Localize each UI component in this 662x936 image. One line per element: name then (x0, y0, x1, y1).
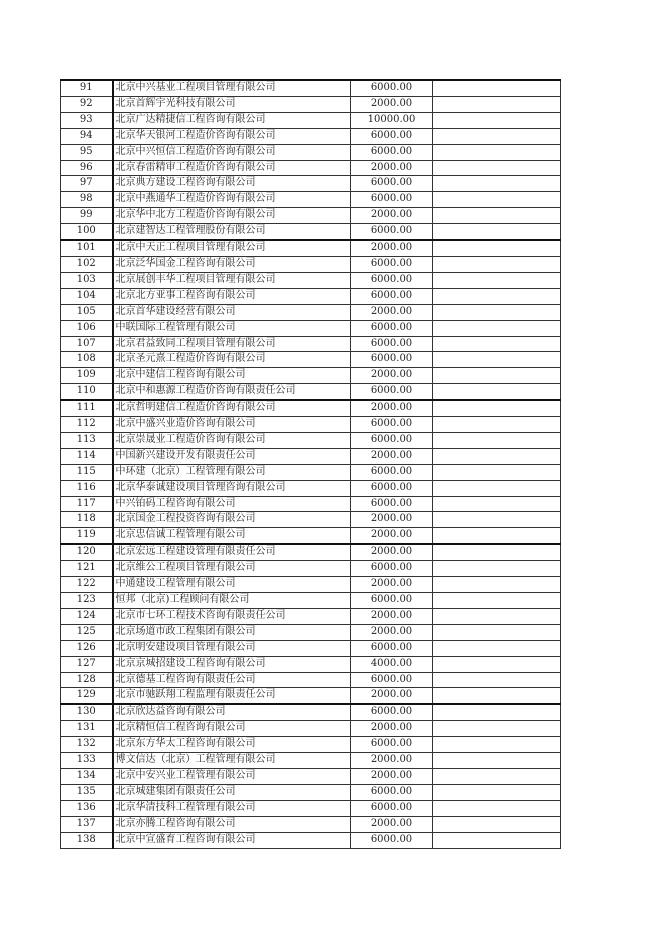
row-number-cell: 123 (61, 593, 113, 609)
table-row (61, 656, 561, 672)
row-number-cell: 131 (61, 721, 113, 737)
company-name-cell: 北京精恒信工程咨询有限公司 (113, 721, 351, 737)
row-number-cell: 115 (61, 464, 113, 480)
amount-cell: 6000.00 (351, 128, 433, 144)
row-number-cell: 98 (61, 192, 113, 208)
remark-cell (433, 753, 561, 769)
remark-cell (433, 512, 561, 528)
remark-cell (433, 816, 561, 832)
remark-cell (433, 656, 561, 672)
table-row (61, 688, 561, 704)
table-row (61, 608, 561, 624)
remark-cell (433, 768, 561, 784)
remark-cell (433, 448, 561, 464)
amount-cell: 6000.00 (351, 192, 433, 208)
company-name-cell: 北京泛华国金工程咨询有限公司 (113, 256, 351, 272)
company-name-cell: 北京展创丰华工程项目管理有限公司 (113, 272, 351, 288)
row-number-cell: 97 (61, 176, 113, 192)
company-name-cell: 北京君益致同工程项目管理有限公司 (113, 336, 351, 352)
company-name-cell: 北京亦腾工程咨询有限公司 (113, 816, 351, 832)
table-row (61, 800, 561, 816)
company-name-cell: 中国新兴建设开发有限责任公司 (113, 448, 351, 464)
table-row (61, 272, 561, 288)
amount-cell: 6000.00 (351, 320, 433, 336)
company-name-cell: 北京德基工程咨询有限责任公司 (113, 672, 351, 688)
table-row (61, 496, 561, 512)
amount-cell: 6000.00 (351, 384, 433, 400)
row-number-cell: 132 (61, 737, 113, 753)
remark-cell (433, 800, 561, 816)
remark-cell (433, 544, 561, 560)
amount-cell: 6000.00 (351, 704, 433, 720)
amount-cell: 2000.00 (351, 96, 433, 112)
amount-cell: 10000.00 (351, 112, 433, 128)
table-body (61, 80, 561, 848)
company-name-cell: 北京维公工程项目管理有限公司 (113, 561, 351, 577)
row-number-cell: 128 (61, 672, 113, 688)
remark-cell (433, 593, 561, 609)
row-number-cell: 105 (61, 304, 113, 320)
company-name-cell: 北京城建集团有限责任公司 (113, 784, 351, 800)
remark-cell (433, 336, 561, 352)
remark-cell (433, 528, 561, 544)
remark-cell (433, 608, 561, 624)
company-name-cell: 北京圣元熹工程造价咨询有限公司 (113, 352, 351, 368)
amount-cell: 6000.00 (351, 352, 433, 368)
amount-cell: 2000.00 (351, 624, 433, 640)
remark-cell (433, 704, 561, 720)
company-name-cell: 恒邦（北京)工程顾问有限公司 (113, 593, 351, 609)
amount-cell: 2000.00 (351, 240, 433, 256)
remark-cell (433, 624, 561, 640)
row-number-cell: 135 (61, 784, 113, 800)
company-name-cell: 北京中宣盛育工程咨询有限公司 (113, 832, 351, 848)
table-row (61, 176, 561, 192)
table-row (61, 480, 561, 496)
company-name-cell: 北京中建信工程咨询有限公司 (113, 368, 351, 384)
amount-cell: 2000.00 (351, 608, 433, 624)
amount-cell: 2000.00 (351, 160, 433, 176)
remark-cell (433, 384, 561, 400)
remark-cell (433, 304, 561, 320)
row-number-cell: 107 (61, 336, 113, 352)
table-row (61, 832, 561, 848)
table-row (61, 208, 561, 224)
row-number-cell: 119 (61, 528, 113, 544)
company-name-cell: 北京宏远工程建设管理有限责任公司 (113, 544, 351, 560)
row-number-cell: 130 (61, 704, 113, 720)
amount-cell: 6000.00 (351, 640, 433, 656)
company-name-cell: 北京市七环工程技术咨询有限责任公司 (113, 608, 351, 624)
table-row (61, 352, 561, 368)
row-number-cell: 126 (61, 640, 113, 656)
amount-cell: 6000.00 (351, 832, 433, 848)
company-name-cell: 北京华中北方工程造价咨询有限公司 (113, 208, 351, 224)
remark-cell (433, 480, 561, 496)
company-name-cell: 北京广达精捷信工程咨询有限公司 (113, 112, 351, 128)
company-name-cell: 北京哲明建信工程造价咨询有限公司 (113, 400, 351, 416)
row-number-cell: 121 (61, 561, 113, 577)
table-row (61, 672, 561, 688)
table-row (61, 721, 561, 737)
table-row (61, 400, 561, 416)
amount-cell: 6000.00 (351, 593, 433, 609)
remark-cell (433, 496, 561, 512)
amount-cell: 2000.00 (351, 400, 433, 416)
row-number-cell: 103 (61, 272, 113, 288)
remark-cell (433, 577, 561, 593)
company-name-cell: 北京场道市政工程集团有限公司 (113, 624, 351, 640)
amount-cell: 2000.00 (351, 528, 433, 544)
table-row (61, 448, 561, 464)
amount-cell: 6000.00 (351, 80, 433, 96)
remark-cell (433, 160, 561, 176)
remark-cell (433, 417, 561, 433)
table-row (61, 384, 561, 400)
amount-cell: 6000.00 (351, 496, 433, 512)
amount-cell: 6000.00 (351, 417, 433, 433)
remark-cell (433, 368, 561, 384)
row-number-cell: 116 (61, 480, 113, 496)
remark-cell (433, 176, 561, 192)
row-number-cell: 124 (61, 608, 113, 624)
table-row (61, 192, 561, 208)
company-name-cell: 北京中和惠源工程造价咨询有限责任公司 (113, 384, 351, 400)
remark-cell (433, 352, 561, 368)
row-number-cell: 137 (61, 816, 113, 832)
company-name-cell: 北京明安建设项目管理有限公司 (113, 640, 351, 656)
company-name-cell: 北京中燕通华工程造价咨询有限公司 (113, 192, 351, 208)
company-name-cell: 北京京城招建设工程咨询有限公司 (113, 656, 351, 672)
table-row (61, 512, 561, 528)
row-number-cell: 122 (61, 577, 113, 593)
row-number-cell: 117 (61, 496, 113, 512)
table-row (61, 624, 561, 640)
company-name-cell: 中环建（北京）工程管理有限公司 (113, 464, 351, 480)
row-number-cell: 112 (61, 417, 113, 433)
company-name-cell: 北京中安兴业工程管理有限公司 (113, 768, 351, 784)
row-number-cell: 110 (61, 384, 113, 400)
row-number-cell: 134 (61, 768, 113, 784)
amount-cell: 6000.00 (351, 256, 433, 272)
row-number-cell: 92 (61, 96, 113, 112)
row-number-cell: 133 (61, 753, 113, 769)
table-row (61, 577, 561, 593)
remark-cell (433, 688, 561, 704)
table-row (61, 561, 561, 577)
row-number-cell: 99 (61, 208, 113, 224)
row-number-cell: 111 (61, 400, 113, 416)
amount-cell: 2000.00 (351, 768, 433, 784)
row-number-cell: 108 (61, 352, 113, 368)
amount-cell: 6000.00 (351, 737, 433, 753)
table-row (61, 240, 561, 256)
remark-cell (433, 640, 561, 656)
company-name-cell: 北京中兴基业工程项目管理有限公司 (113, 80, 351, 96)
amount-cell: 6000.00 (351, 561, 433, 577)
amount-cell: 2000.00 (351, 544, 433, 560)
amount-cell: 2000.00 (351, 208, 433, 224)
company-name-cell: 北京国金工程投资咨询有限公司 (113, 512, 351, 528)
row-number-cell: 136 (61, 800, 113, 816)
table-row (61, 768, 561, 784)
row-number-cell: 127 (61, 656, 113, 672)
company-name-cell: 北京中兴恒信工程造价咨询有限公司 (113, 144, 351, 160)
remark-cell (433, 192, 561, 208)
row-number-cell: 125 (61, 624, 113, 640)
table-row (61, 640, 561, 656)
company-name-cell: 北京首辉宇光科技有限公司 (113, 96, 351, 112)
row-number-cell: 101 (61, 240, 113, 256)
company-name-cell: 北京典方建设工程咨询有限公司 (113, 176, 351, 192)
remark-cell (433, 784, 561, 800)
company-name-cell: 北京崇晟业工程造价咨询有限公司 (113, 432, 351, 448)
table-row (61, 784, 561, 800)
row-number-cell: 95 (61, 144, 113, 160)
table-row (61, 288, 561, 304)
amount-cell: 2000.00 (351, 577, 433, 593)
table-row (61, 96, 561, 112)
row-number-cell: 102 (61, 256, 113, 272)
row-number-cell: 96 (61, 160, 113, 176)
row-number-cell: 91 (61, 80, 113, 96)
table-row (61, 417, 561, 433)
amount-cell: 6000.00 (351, 144, 433, 160)
company-name-cell: 北京华泰诚建设项目管理咨询有限公司 (113, 480, 351, 496)
table-row (61, 144, 561, 160)
row-number-cell: 138 (61, 832, 113, 848)
amount-cell: 2000.00 (351, 753, 433, 769)
table-row (61, 464, 561, 480)
remark-cell (433, 737, 561, 753)
remark-cell (433, 721, 561, 737)
remark-cell (433, 464, 561, 480)
company-name-cell: 北京欣达益咨询有限公司 (113, 704, 351, 720)
amount-cell: 6000.00 (351, 288, 433, 304)
row-number-cell: 113 (61, 432, 113, 448)
company-name-cell: 北京中天正工程项目管理有限公司 (113, 240, 351, 256)
amount-cell: 6000.00 (351, 672, 433, 688)
table-row (61, 336, 561, 352)
row-number-cell: 100 (61, 224, 113, 240)
company-name-cell: 北京首华建设经营有限公司 (113, 304, 351, 320)
company-name-cell: 北京中盛兴业造价咨询有限公司 (113, 417, 351, 433)
table-row (61, 304, 561, 320)
table-row (61, 80, 561, 96)
amount-cell: 6000.00 (351, 784, 433, 800)
amount-cell: 6000.00 (351, 224, 433, 240)
remark-cell (433, 832, 561, 848)
company-name-cell: 北京建智达工程管理股份有限公司 (113, 224, 351, 240)
amount-cell: 2000.00 (351, 512, 433, 528)
table-row (61, 737, 561, 753)
table-row (61, 593, 561, 609)
remark-cell (433, 561, 561, 577)
company-name-cell: 北京东方华太工程咨询有限公司 (113, 737, 351, 753)
company-name-cell: 中联国际工程管理有限公司 (113, 320, 351, 336)
amount-cell: 4000.00 (351, 656, 433, 672)
remark-cell (433, 128, 561, 144)
amount-cell: 6000.00 (351, 176, 433, 192)
row-number-cell: 118 (61, 512, 113, 528)
amount-cell: 2000.00 (351, 688, 433, 704)
amount-cell: 6000.00 (351, 336, 433, 352)
company-name-cell: 北京春雷精审工程造价咨询有限公司 (113, 160, 351, 176)
table-row (61, 544, 561, 560)
row-number-cell: 129 (61, 688, 113, 704)
remark-cell (433, 272, 561, 288)
company-name-cell: 博文信达（北京）工程管理有限公司 (113, 753, 351, 769)
row-number-cell: 104 (61, 288, 113, 304)
table-row (61, 432, 561, 448)
row-number-cell: 120 (61, 544, 113, 560)
amount-cell: 6000.00 (351, 432, 433, 448)
company-name-cell: 中通建设工程管理有限公司 (113, 577, 351, 593)
remark-cell (433, 96, 561, 112)
table-row (61, 256, 561, 272)
table-row (61, 704, 561, 720)
remark-cell (433, 400, 561, 416)
table-row (61, 112, 561, 128)
remark-cell (433, 208, 561, 224)
company-name-cell: 北京市驰跃翔工程监理有限责任公司 (113, 688, 351, 704)
remark-cell (433, 320, 561, 336)
amount-cell: 6000.00 (351, 464, 433, 480)
row-number-cell: 114 (61, 448, 113, 464)
remark-cell (433, 288, 561, 304)
company-amount-table (60, 79, 561, 849)
amount-cell: 6000.00 (351, 800, 433, 816)
table-row (61, 160, 561, 176)
table-row (61, 128, 561, 144)
row-number-cell: 106 (61, 320, 113, 336)
amount-cell: 2000.00 (351, 304, 433, 320)
table-row (61, 368, 561, 384)
table-row (61, 753, 561, 769)
remark-cell (433, 112, 561, 128)
table-row (61, 528, 561, 544)
table-row (61, 224, 561, 240)
remark-cell (433, 240, 561, 256)
remark-cell (433, 432, 561, 448)
amount-cell: 2000.00 (351, 448, 433, 464)
amount-cell: 6000.00 (351, 480, 433, 496)
company-name-cell: 北京华天银河工程造价咨询有限公司 (113, 128, 351, 144)
table-row (61, 816, 561, 832)
row-number-cell: 93 (61, 112, 113, 128)
company-name-cell: 北京北方亚事工程咨询有限公司 (113, 288, 351, 304)
remark-cell (433, 80, 561, 96)
remark-cell (433, 144, 561, 160)
remark-cell (433, 672, 561, 688)
company-name-cell: 北京华清技科工程管理有限公司 (113, 800, 351, 816)
amount-cell: 2000.00 (351, 816, 433, 832)
remark-cell (433, 256, 561, 272)
amount-cell: 2000.00 (351, 721, 433, 737)
amount-cell: 2000.00 (351, 368, 433, 384)
amount-cell: 6000.00 (351, 272, 433, 288)
remark-cell (433, 224, 561, 240)
company-name-cell: 北京忠信诚工程管理有限公司 (113, 528, 351, 544)
company-name-cell: 中兴铂码工程咨询有限公司 (113, 496, 351, 512)
row-number-cell: 109 (61, 368, 113, 384)
table-row (61, 320, 561, 336)
row-number-cell: 94 (61, 128, 113, 144)
